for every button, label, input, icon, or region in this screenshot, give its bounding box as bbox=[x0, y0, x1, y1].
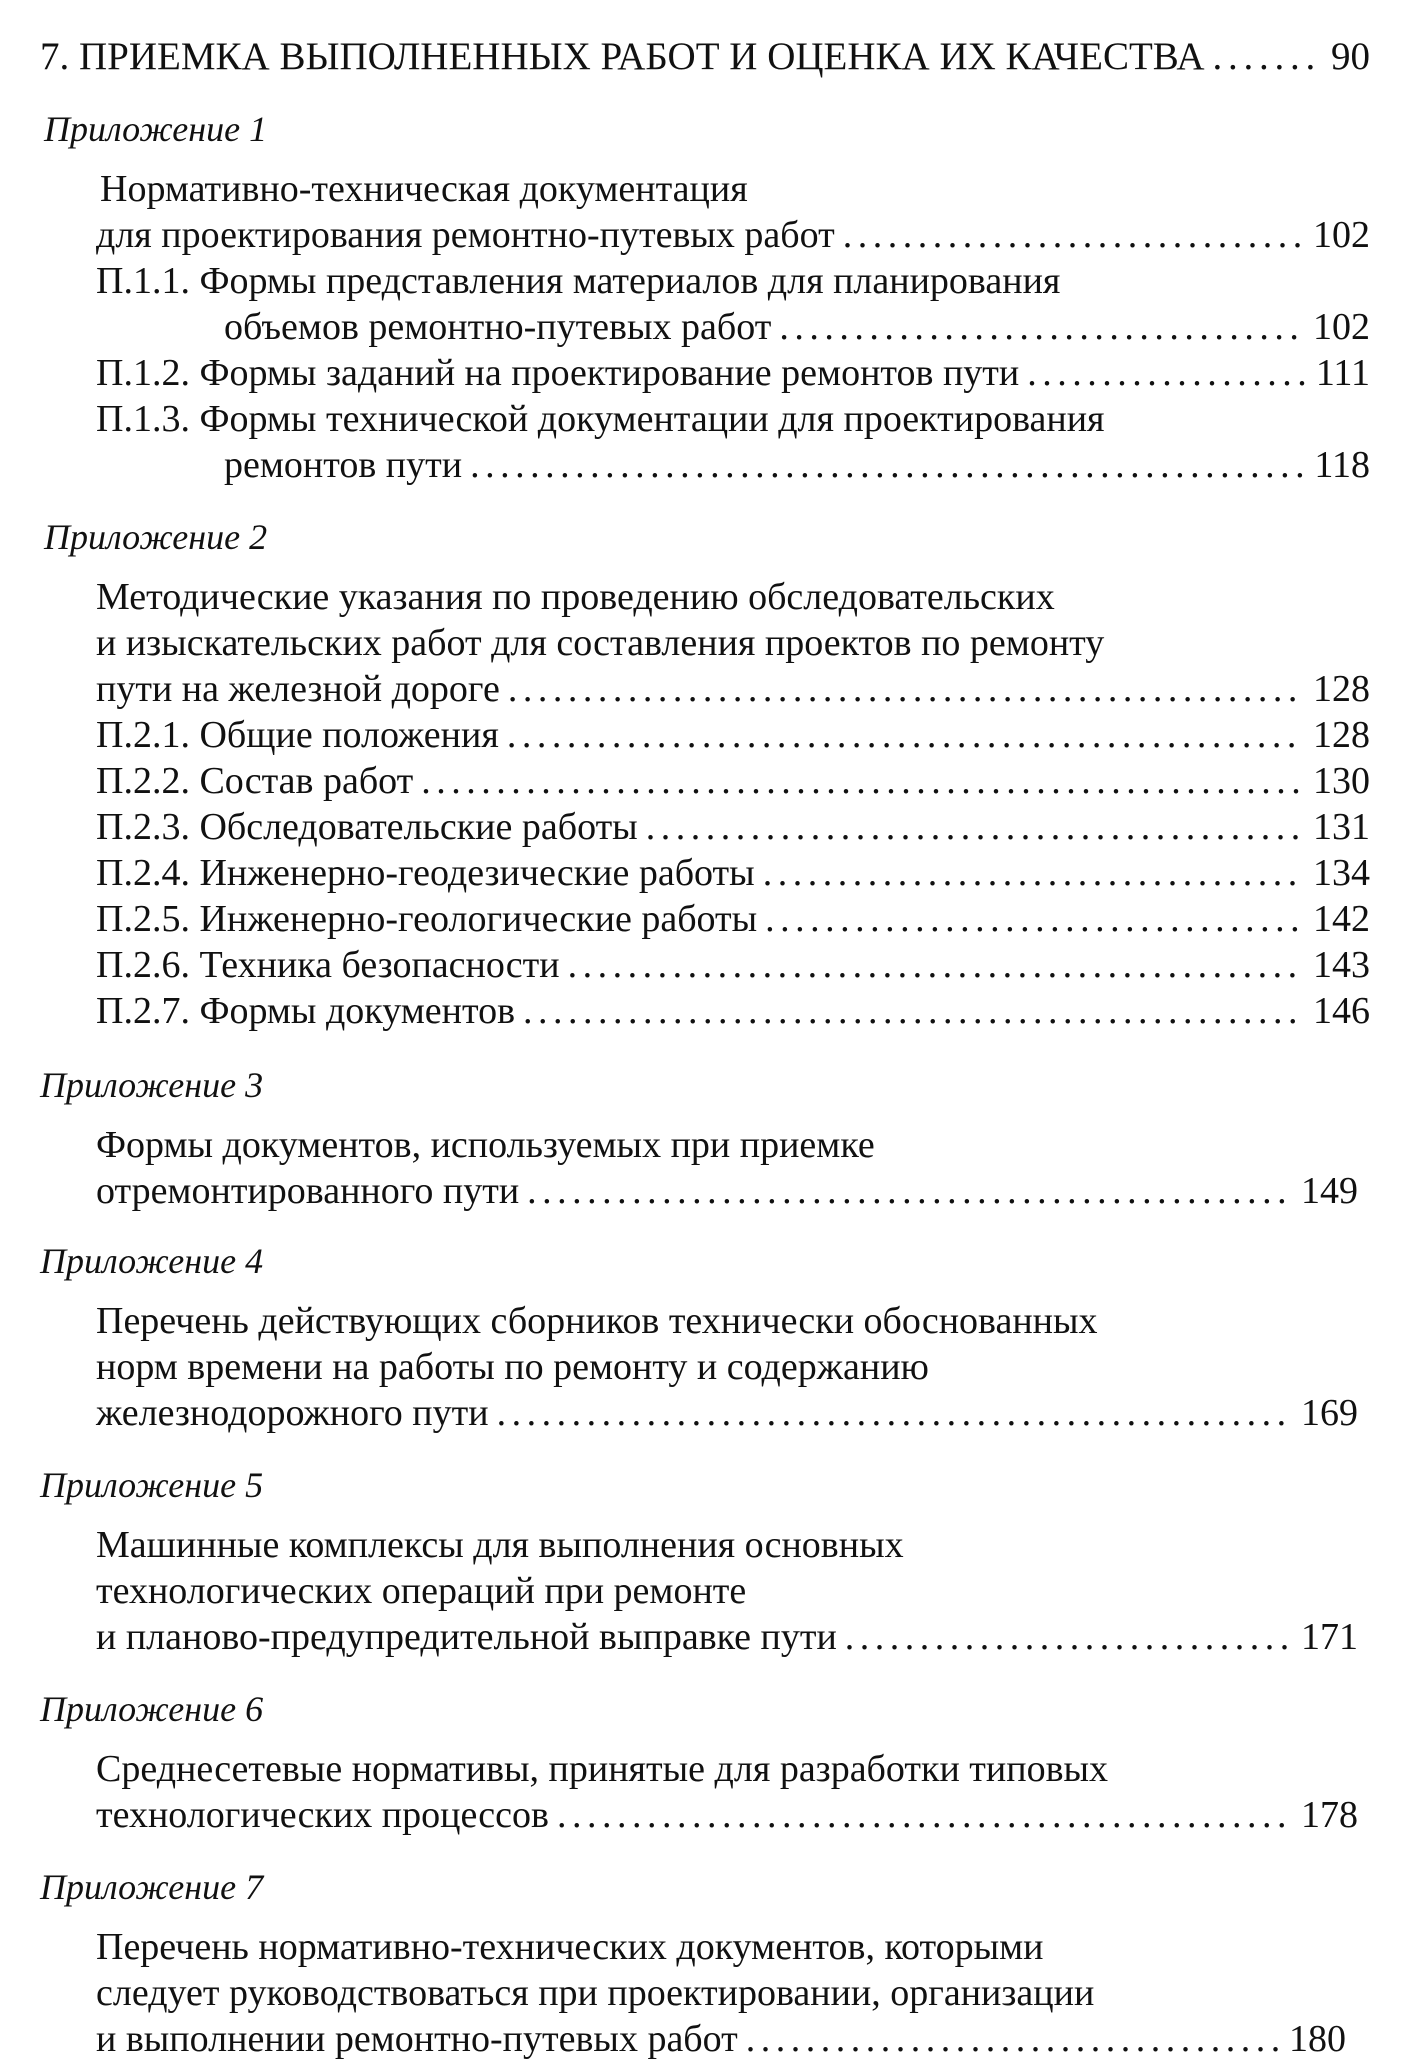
dot-leader bbox=[568, 942, 1303, 988]
dot-leader bbox=[523, 988, 1303, 1034]
toc-page-number: 180 bbox=[1289, 2018, 1346, 2060]
appendix-heading: Приложение 1 bbox=[44, 109, 268, 149]
toc-page-number: 130 bbox=[1313, 760, 1370, 802]
appendix-heading: Приложение 6 bbox=[40, 1689, 264, 1729]
dot-leader bbox=[421, 758, 1303, 804]
toc-entry bbox=[224, 304, 1370, 350]
toc-entry bbox=[96, 1390, 1358, 1436]
appendix-heading: Приложение 3 bbox=[40, 1065, 264, 1105]
toc-page-number: 146 bbox=[1313, 990, 1370, 1032]
appendix-heading: Приложение 5 bbox=[40, 1465, 264, 1505]
toc-page-number: 142 bbox=[1313, 898, 1370, 940]
dot-leader bbox=[765, 896, 1303, 942]
dot-leader bbox=[1027, 350, 1306, 396]
toc-entry-title: П.2.5. Инженерно-геологические работы bbox=[96, 898, 758, 940]
toc-chapter-entry bbox=[40, 34, 1370, 80]
toc-entry-title: пути на железной дороге bbox=[96, 668, 500, 710]
toc-entry bbox=[96, 942, 1370, 988]
toc-entry-title: для проектирования ремонтно-путевых работ bbox=[96, 214, 835, 256]
toc-entry-title: железнодорожного пути bbox=[96, 1392, 489, 1434]
dot-leader bbox=[507, 712, 1303, 758]
dot-leader bbox=[746, 2016, 1279, 2062]
toc-text-line: Методические указания по проведению обследовательских bbox=[96, 576, 1055, 618]
toc-page-number: 171 bbox=[1301, 1616, 1358, 1658]
toc-text-line: П.1.3. Формы технической документации для проектирования bbox=[96, 398, 1105, 440]
appendix-heading: Приложение 2 bbox=[44, 517, 268, 557]
toc-page-number: 131 bbox=[1313, 806, 1370, 848]
dot-leader bbox=[779, 304, 1303, 350]
toc-entry bbox=[96, 896, 1370, 942]
toc-entry bbox=[96, 1792, 1358, 1838]
toc-entry-title: 7. ПРИЕМКА ВЫПОЛНЕННЫХ РАБОТ И ОЦЕНКА ИХ КАЧЕСТВА bbox=[40, 35, 1205, 78]
toc-entry-title: ремонтов пути bbox=[224, 444, 463, 486]
toc-entry bbox=[96, 988, 1370, 1034]
dot-leader bbox=[763, 850, 1303, 896]
toc-text-line: следует руководствоваться при проектировании, организации bbox=[96, 1972, 1095, 2014]
toc-entry bbox=[96, 1168, 1358, 1214]
toc-page-number: 111 bbox=[1315, 352, 1370, 394]
toc-entry-title: П.1.2. Формы заданий на проектирование ремонтов пути bbox=[96, 352, 1020, 394]
dot-leader bbox=[497, 1390, 1291, 1436]
toc-entry bbox=[96, 1614, 1358, 1660]
toc-text-line: технологических операций при ремонте bbox=[96, 1570, 747, 1612]
toc-page-number: 134 bbox=[1313, 852, 1370, 894]
toc-entry bbox=[96, 712, 1370, 758]
toc-text-line: и изыскательских работ для составления проектов по ремонту bbox=[96, 622, 1105, 664]
toc-page-number: 128 bbox=[1313, 668, 1370, 710]
dot-leader bbox=[470, 442, 1304, 488]
toc-entry-title: П.2.3. Обследовательские работы bbox=[96, 806, 638, 848]
dot-leader bbox=[1213, 34, 1322, 80]
dot-leader bbox=[845, 1614, 1291, 1660]
toc-entry bbox=[96, 350, 1370, 396]
appendix-heading: Приложение 4 bbox=[40, 1241, 264, 1281]
toc-page-number: 143 bbox=[1313, 944, 1370, 986]
toc-page-number: 178 bbox=[1301, 1794, 1358, 1836]
toc-page-number: 128 bbox=[1313, 714, 1370, 756]
toc-text-line: Формы документов, используемых при приемке bbox=[96, 1124, 875, 1166]
toc-text-line: Перечень действующих сборников технически обоснованных bbox=[96, 1300, 1098, 1342]
dot-leader bbox=[843, 212, 1303, 258]
toc-text-line: Среднесетевые нормативы, принятые для разработки типовых bbox=[96, 1748, 1109, 1790]
toc-text-line: Машинные комплексы для выполнения основных bbox=[96, 1524, 904, 1566]
toc-entry bbox=[96, 758, 1370, 804]
toc-page-number: 90 bbox=[1331, 35, 1370, 78]
dot-leader bbox=[527, 1168, 1291, 1214]
dot-leader bbox=[646, 804, 1303, 850]
toc-entry bbox=[224, 442, 1370, 488]
dot-leader bbox=[508, 666, 1303, 712]
appendix-heading: Приложение 7 bbox=[40, 1867, 264, 1907]
toc-entry-title: отремонтированного пути bbox=[96, 1170, 520, 1212]
toc-text-line: Перечень нормативно-технических документов, которыми bbox=[96, 1926, 1044, 1968]
toc-entry-title: технологических процессов bbox=[96, 1794, 549, 1836]
toc-page-number: 149 bbox=[1301, 1170, 1358, 1212]
toc-entry-title: П.2.2. Состав работ bbox=[96, 760, 414, 802]
toc-page-number: 118 bbox=[1314, 444, 1370, 486]
toc-entry bbox=[96, 212, 1370, 258]
toc-text-line: П.1.1. Формы представления материалов для планирования bbox=[96, 260, 1061, 302]
toc-entry bbox=[96, 850, 1370, 896]
toc-entry-title: и планово-предупредительной выправке пути bbox=[96, 1616, 837, 1658]
toc-entry-title: П.2.6. Техника безопасности bbox=[96, 944, 560, 986]
toc-entry-title: объемов ремонтно-путевых работ bbox=[224, 306, 772, 348]
toc-page-number: 102 bbox=[1313, 214, 1370, 256]
toc-entry bbox=[96, 666, 1370, 712]
toc-entry bbox=[96, 2016, 1346, 2062]
toc-entry-title: П.2.1. Общие положения bbox=[96, 714, 499, 756]
toc-page-number: 169 bbox=[1301, 1392, 1358, 1434]
toc-entry-title: П.2.7. Формы документов bbox=[96, 990, 516, 1032]
toc-entry-title: П.2.4. Инженерно-геодезические работы bbox=[96, 852, 755, 894]
toc-text-line: норм времени на работы по ремонту и содержанию bbox=[96, 1346, 929, 1388]
toc-entry bbox=[96, 804, 1370, 850]
toc-text-line: Нормативно-техническая документация bbox=[100, 168, 748, 210]
dot-leader bbox=[557, 1792, 1291, 1838]
toc-page-number: 102 bbox=[1313, 306, 1370, 348]
toc-entry-title: и выполнении ремонтно-путевых работ bbox=[96, 2018, 738, 2060]
